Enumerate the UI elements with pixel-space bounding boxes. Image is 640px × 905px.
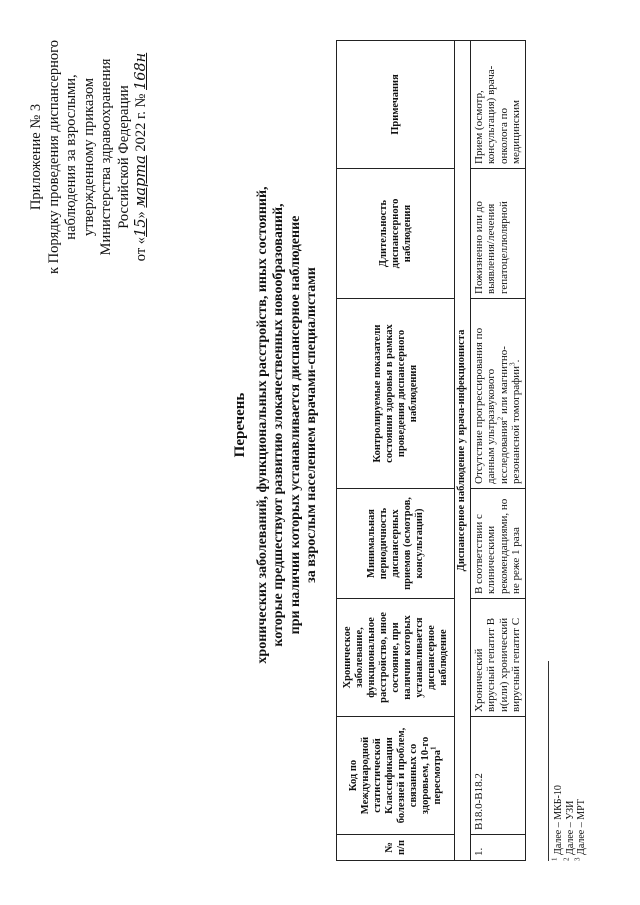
cell-notes: Прием (осмотр, консультация) врача-онколога по медицинским [470,41,525,169]
cell-disease: Хронический вирусный гепатит B и(или) хронический вирусный гепатит C [470,599,525,717]
footnote-item [550,661,565,861]
header-frequency: Минимальная периодичность диспансерных приемов (осмотров, консультаций) [337,489,455,599]
header-code-text: Код по Международной статистической Классификации болезней и проблем, связанных со здоровьем, 10-го пересмотра [347,727,443,824]
indicators-text: . [510,359,522,363]
footnote-item [562,661,577,861]
cell-frequency: В соответствии с клиническими рекомендациями, но не реже 1 раза [470,489,525,599]
date-mid: » [133,207,149,219]
footnote-number: 2 [562,857,571,861]
date-prefix: от « [133,236,149,262]
cell-code: B18.0-B18.2 [470,717,525,835]
cell-duration: Пожизненно или до выявления/лечения гепатоцеллюлярной [470,169,525,299]
section-title: Диспансерное наблюдение у врача-инфекциониста [455,41,471,861]
date-month: марта [133,155,149,208]
table-row [470,41,525,861]
title-line: хронических заболеваний, функциональных расстройств, иных состояний, [254,186,270,664]
footnote-text: Далее – МКБ-10 [553,785,564,858]
header-duration: Длительность диспансерного наблюдения [337,169,455,299]
header-code [337,717,455,835]
footnote-number: 3 [573,857,582,861]
date-year: 2022 г. № [133,90,149,156]
appendix-line: утвержденному приказом [80,77,97,237]
appendix-line: Министерства здравоохранения [98,58,114,256]
footnote-marker: 2 [495,416,504,421]
footnote-marker: 1 [429,746,437,750]
appendix-line: наблюдения за взрослыми, [63,74,79,240]
title-line: за взрослым населением врачами-специалистами [304,267,319,583]
footnote-number: 1 [550,857,559,861]
footnote-marker: 3 [508,362,517,366]
appendix-line: Российской Федерации [115,85,132,229]
indicators-text: или магнитно-резонансной томографии [497,346,522,484]
footnote-divider [548,661,549,861]
section-row [455,41,471,861]
appendix-block [28,17,151,297]
cell-num: 1. [470,835,525,861]
document-title [232,145,321,705]
footnote-item [573,661,588,861]
appendix-line: к Порядку проведения диспансерного [45,40,62,274]
conditions-table [336,40,526,861]
footnotes [548,661,588,861]
table-header-row [337,41,455,861]
title-line: при наличии которых устанавливается диспансерное наблюдение [287,215,303,635]
appendix-line: Приложение № 3 [28,103,44,211]
header-disease: Хроническое заболевание, функциональное расстройство, иное состояние, при наличии которых устанавливается диспансерное наблюдение [337,599,455,717]
header-indicators: Контролируемые показатели состояния здоровья в рамках проведения диспансерного наблюдения [337,299,455,489]
appendix-date-line [133,17,151,297]
footnote-text: Далее – УЗИ [564,800,576,858]
header-num: № п/п [337,835,455,861]
indicators-text: Отсутствие прогрессирования по данным ультразвукового исследования [472,327,510,484]
footnote-text: Далее – МРТ [576,799,587,858]
cell-indicators [470,299,525,489]
date-day: 15 [133,218,149,237]
title-line: которые предшествуют развитию злокачественных новообразований, [271,203,286,647]
order-number: 168н [133,52,149,90]
header-notes: Примечания [337,41,455,169]
title-heading: Перечень [232,392,248,458]
